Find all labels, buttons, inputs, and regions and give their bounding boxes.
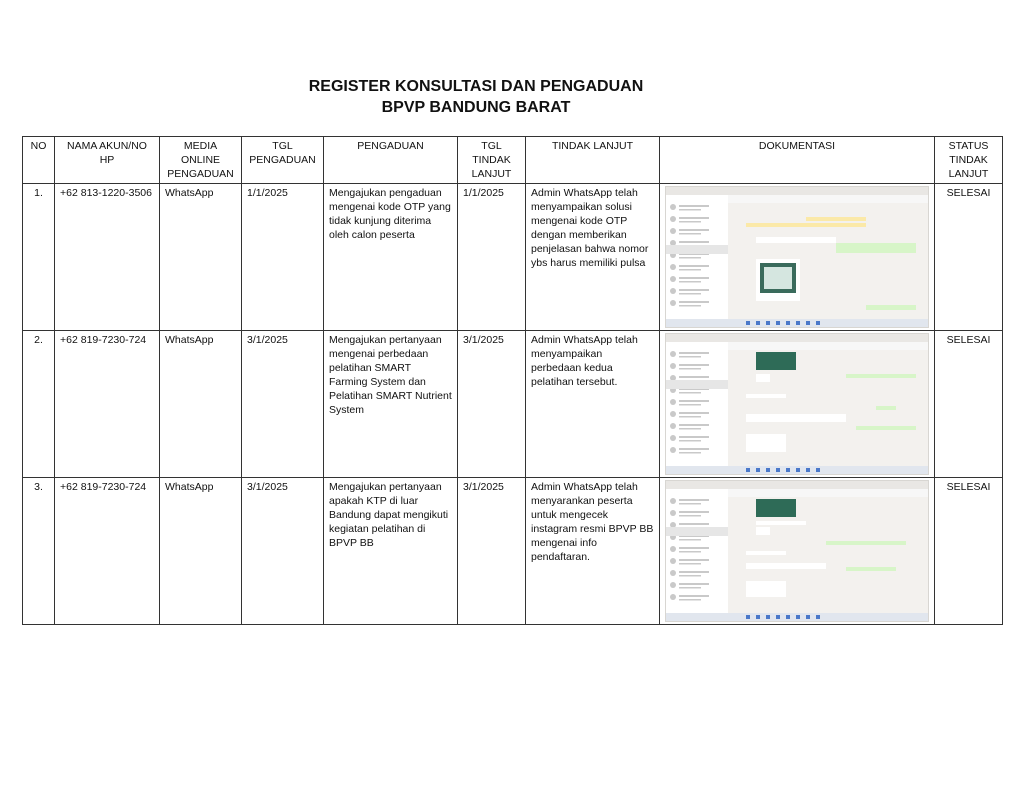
whatsapp-screenshot-image bbox=[665, 186, 929, 328]
header-dokumentasi: DOKUMENTASI bbox=[660, 137, 935, 184]
cell-tgl-pengaduan: 3/1/2025 bbox=[242, 331, 324, 478]
whatsapp-screenshot-image bbox=[665, 333, 929, 475]
header-nama: NAMA AKUN/NO HP bbox=[55, 137, 160, 184]
register-table bbox=[22, 136, 1003, 625]
cell-status: SELESAI bbox=[935, 184, 1003, 331]
cell-status: SELESAI bbox=[935, 331, 1003, 478]
cell-pengaduan: Mengajukan pengaduan mengenai kode OTP yang tidak kunjung diterima oleh calon peserta bbox=[324, 184, 458, 331]
cell-dokumentasi bbox=[660, 184, 935, 331]
cell-dokumentasi bbox=[660, 478, 935, 625]
header-tgl-tindak: TGL TINDAK LANJUT bbox=[458, 137, 526, 184]
header-no: NO bbox=[23, 137, 55, 184]
cell-media: WhatsApp bbox=[160, 478, 242, 625]
header-row bbox=[23, 137, 1003, 184]
cell-tgl-pengaduan: 1/1/2025 bbox=[242, 184, 324, 331]
header-tgl-pengaduan: TGL PENGADUAN bbox=[242, 137, 324, 184]
cell-tindak: Admin WhatsApp telah menyarankan peserta untuk mengecek instagram resmi BPVP BB mengenai info pendaftaran. bbox=[526, 478, 660, 625]
cell-no: 1. bbox=[23, 184, 55, 331]
header-pengaduan: PENGADUAN bbox=[324, 137, 458, 184]
header-media: MEDIA ONLINE PENGADUAN bbox=[160, 137, 242, 184]
cell-nama: +62 819-7230-724 bbox=[55, 478, 160, 625]
cell-tgl-pengaduan: 3/1/2025 bbox=[242, 478, 324, 625]
cell-no: 2. bbox=[23, 331, 55, 478]
title-line-1: REGISTER KONSULTASI DAN PENGADUAN bbox=[308, 78, 644, 95]
cell-tgl-tindak: 3/1/2025 bbox=[458, 331, 526, 478]
cell-status: SELESAI bbox=[935, 478, 1003, 625]
table-row bbox=[23, 478, 1003, 625]
cell-dokumentasi bbox=[660, 331, 935, 478]
cell-pengaduan: Mengajukan pertanyaan mengenai perbedaan pelatihan SMART Farming System dan Pelatihan SMART Nutrient System bbox=[324, 331, 458, 478]
cell-media: WhatsApp bbox=[160, 184, 242, 331]
header-tindak: TINDAK LANJUT bbox=[526, 137, 660, 184]
whatsapp-screenshot-image bbox=[665, 480, 929, 622]
header-status: STATUS TINDAK LANJUT bbox=[935, 137, 1003, 184]
table-row bbox=[23, 331, 1003, 478]
document-title bbox=[0, 76, 952, 118]
cell-tindak: Admin WhatsApp telah menyampaikan perbedaan kedua pelatihan tersebut. bbox=[526, 331, 660, 478]
title-line-2: BPVP BANDUNG BARAT bbox=[381, 99, 571, 116]
cell-nama: +62 813-1220-3506 bbox=[55, 184, 160, 331]
cell-tgl-tindak: 3/1/2025 bbox=[458, 478, 526, 625]
cell-no: 3. bbox=[23, 478, 55, 625]
cell-tindak: Admin WhatsApp telah menyampaikan solusi mengenai kode OTP dengan memberikan penjelasan bahwa nomor ybs harus memiliki pulsa bbox=[526, 184, 660, 331]
table-row bbox=[23, 184, 1003, 331]
cell-media: WhatsApp bbox=[160, 331, 242, 478]
cell-tgl-tindak: 1/1/2025 bbox=[458, 184, 526, 331]
cell-nama: +62 819-7230-724 bbox=[55, 331, 160, 478]
cell-pengaduan: Mengajukan pertanyaan apakah KTP di luar Bandung dapat mengikuti kegiatan pelatihan di BPVP BB bbox=[324, 478, 458, 625]
